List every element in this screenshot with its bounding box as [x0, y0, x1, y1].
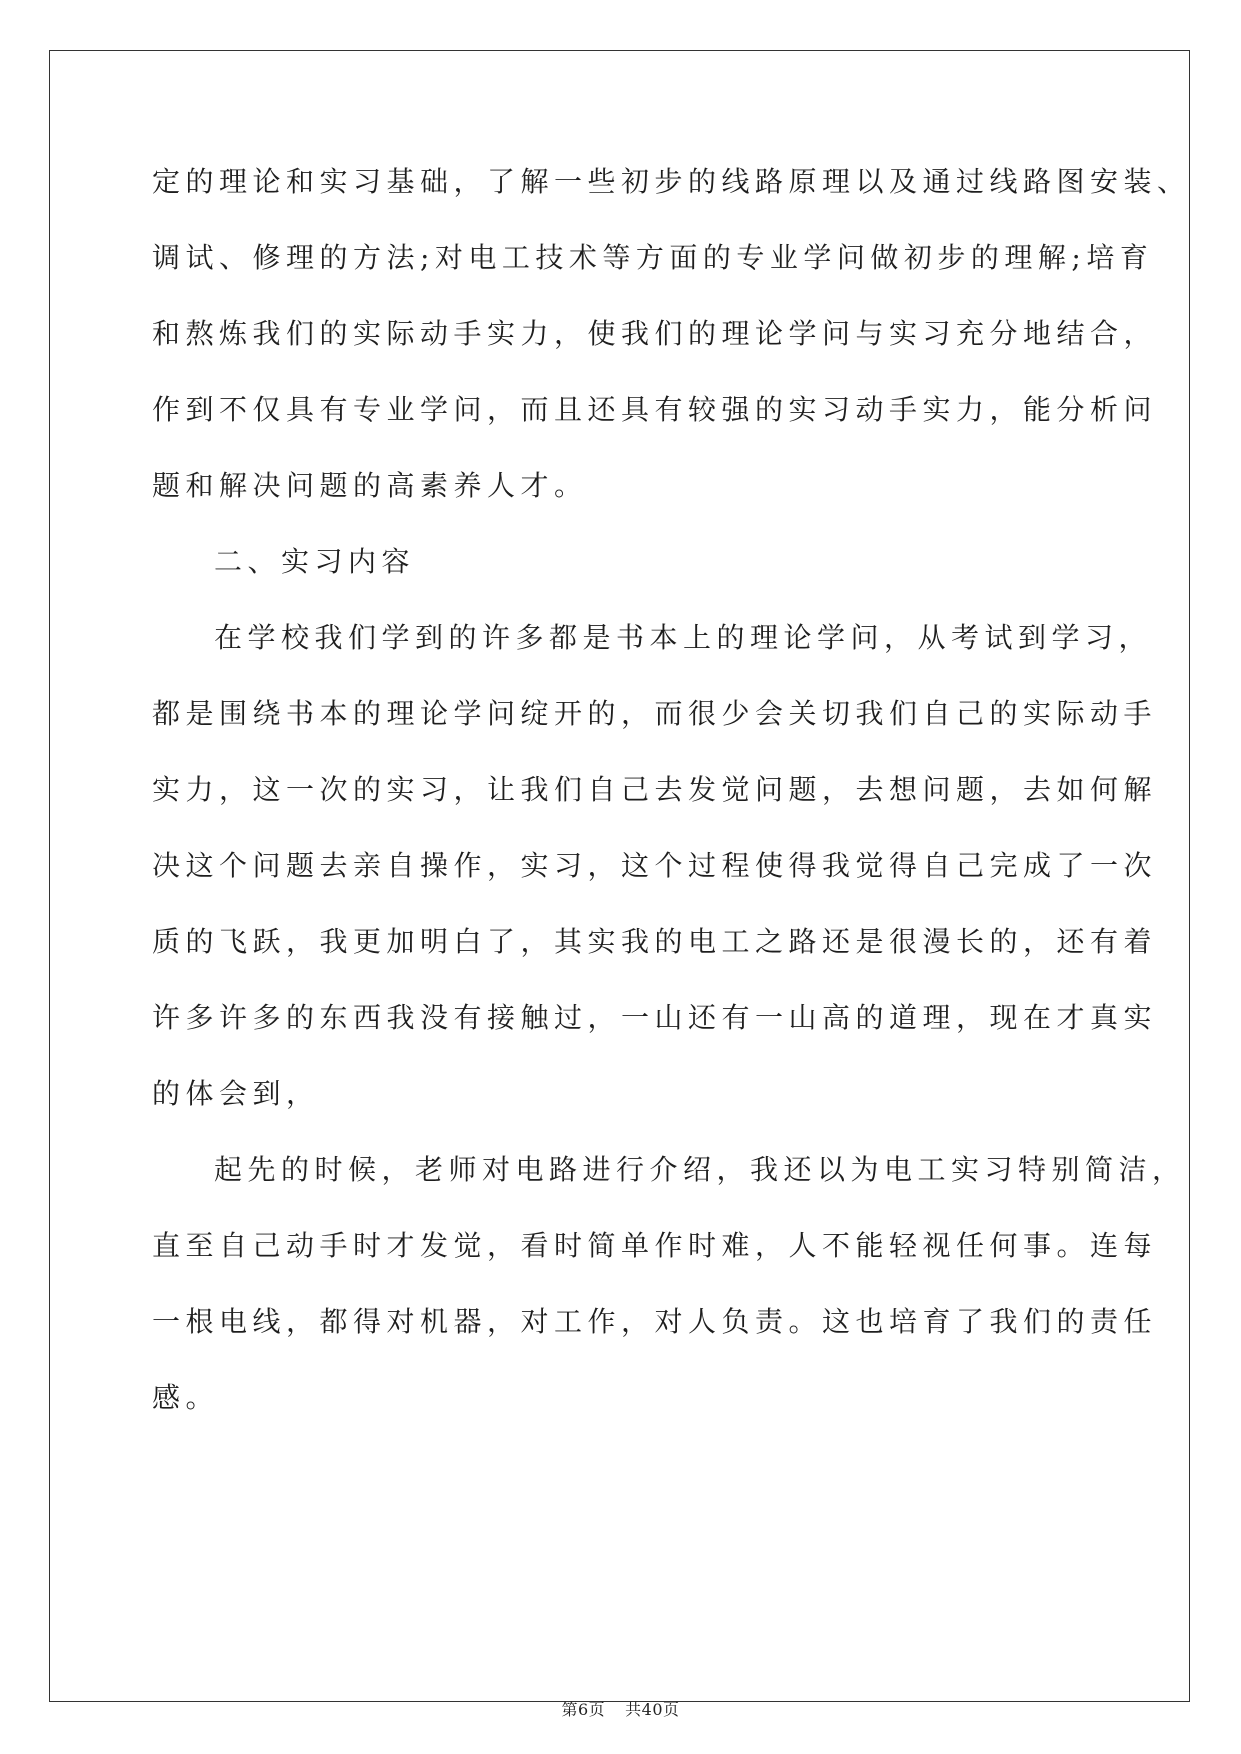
- text-line: 一根电线，都得对机器，对工作，对人负责。这也培育了我们的责任: [152, 1305, 1158, 1338]
- page-footer: [0, 1697, 1241, 1720]
- text-line: 直至自己动手时才发觉，看时简单作时难，人不能轻视任何事。连每: [152, 1229, 1158, 1262]
- text-line: 调试、修理的方法;对电工技术等方面的专业学问做初步的理解;培育: [152, 241, 1154, 274]
- text-line: 许多许多的东西我没有接触过，一山还有一山高的道理，现在才真实: [152, 1001, 1158, 1034]
- text-line: 题和解决问题的高素养人才。: [152, 469, 588, 502]
- text-line: 实力，这一次的实习，让我们自己去发觉问题，去想问题，去如何解: [152, 773, 1158, 806]
- section-heading: 二、实习内容: [214, 545, 416, 578]
- text-line: 感。: [152, 1381, 220, 1414]
- text-line: 定的理论和实习基础，了解一些初步的线路原理以及通过线路图安装、: [152, 165, 1191, 198]
- page-number: 第6页: [561, 1700, 606, 1719]
- text-line: 决这个问题去亲自操作，实习，这个过程使得我觉得自己完成了一次: [152, 849, 1158, 882]
- text-line: 作到不仅具有专业学问，而且还具有较强的实习动手实力，能分析问: [152, 393, 1158, 426]
- page-total: 共40页: [625, 1700, 680, 1719]
- text-line: 和熬炼我们的实际动手实力，使我们的理论学问与实习充分地结合，: [152, 317, 1158, 350]
- text-line: 在学校我们学到的许多都是书本上的理论学问，从考试到学习，: [214, 621, 1153, 654]
- text-line: 都是围绕书本的理论学问绽开的，而很少会关切我们自己的实际动手: [152, 697, 1158, 730]
- text-line: 的体会到，: [152, 1077, 320, 1110]
- text-line: 起先的时候，老师对电路进行介绍，我还以为电工实习特别简洁，: [214, 1153, 1186, 1186]
- text-line: 质的飞跃，我更加明白了，其实我的电工之路还是很漫长的，还有着: [152, 925, 1158, 958]
